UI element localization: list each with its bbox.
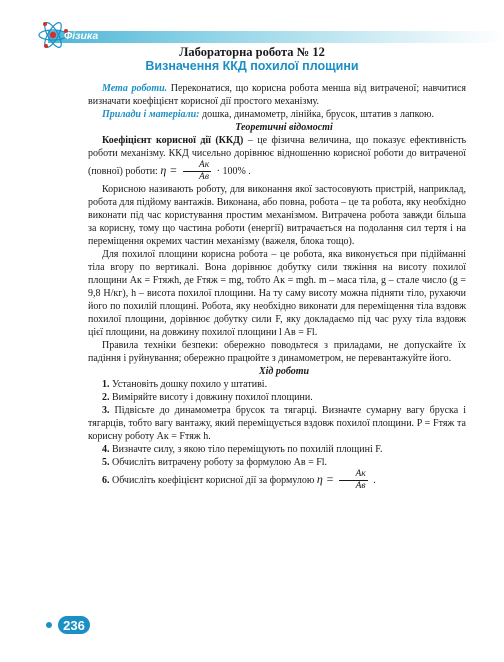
aim-label: Мета роботи. (102, 83, 168, 94)
inclined-plane-paragraph: Для похилої площини корисна робота – це робота, яка виконується при підійманні тіла вгору по вертикалі. Вона дорівнює добутку сили тяжіння на висоту похилої площини Aк = Fтяжh, де Fтяж = mg, тобто Aк = mgh. m – маса тіла, g – стале число (g = 9,8 Н/кг), h – висота похилої площини. На ту саму висоту можна підняти тіло, рухаючи його по похилій площині. Робота, яку необхідно виконати для переміщення тіла вздовж похилої площини, дорівнює добутку сили F, яку докладаємо під час руху тіла вздовж цієї площини, на довжину похилої площини l Aв = Fl. (88, 249, 466, 338)
header-band (48, 31, 504, 43)
step-number: 5. (102, 457, 110, 468)
fraction-numerator: Aк (183, 160, 211, 172)
step-number: 4. (102, 444, 110, 455)
step-number: 6. (102, 474, 110, 486)
materials-text: дошка, динамометр, лінійка, брусок, штатив з лапкою. (202, 109, 434, 120)
definition-paragraph (88, 134, 466, 183)
step-text: Обчисліть витрачену роботу за формулою Aв = Fl. (112, 457, 328, 468)
materials-paragraph (88, 108, 466, 121)
step-number: 3. (102, 405, 110, 416)
theory-heading: Теоретичні відомості (235, 122, 333, 133)
step-1 (88, 378, 466, 391)
formula-percent: · 100% . (216, 165, 251, 177)
step-5 (88, 456, 466, 469)
page-title: Лабораторна робота № 12 (179, 45, 325, 59)
step-text: Визначте силу, з якою тіло переміщують по похилій площині F. (112, 444, 383, 455)
useful-work-paragraph: Корисною називають роботу, для виконання якої застосовують пристрій, наприклад, робота для підйому вантажів. Виконана, або повна, робота – це та робота, яку необхідно виконати під час користування простим механізмом. Витрачена робота завжди більша за корисну, тому що частина роботи (енергії) витрачається на подолання сил тертя і на переміщення окремих частин механізму (важеля, блока тощо). (88, 184, 466, 247)
step-number: 1. (102, 379, 110, 390)
step-text: Підвісьте до динамометра брусок та тягарці. Визначте сумарну вагу бруска і тягарців, тобто вагу вантажу, який переміщується вздовж похилої площини. P = Fтяж та корисну роботу Aк = Fтяж h. (88, 405, 467, 442)
step6-fraction (339, 469, 367, 492)
step-number: 2. (102, 392, 110, 403)
step-text: Виміряйте висоту і довжину похилої площини. (112, 392, 313, 403)
procedure-steps (88, 378, 466, 492)
main-content (88, 82, 466, 492)
page-subtitle: Визначення ККД похилої площини (145, 59, 359, 73)
efficiency-formula-lhs: η = (160, 162, 178, 177)
definition-term: Коефіцієнт корисної дії (ККД) (102, 135, 244, 146)
fraction-denominator: Aв (355, 481, 366, 491)
step6-formula-lhs: η = (316, 471, 334, 486)
step6-end: . (373, 474, 376, 486)
materials-label: Прилади і матеріали: (102, 109, 200, 120)
aim-paragraph (88, 82, 466, 108)
step-text: Установіть дошку похило у штативі. (112, 379, 268, 390)
step-3 (88, 404, 466, 443)
efficiency-fraction (183, 160, 211, 183)
fraction-numerator: Aк (339, 469, 367, 481)
aim-text: Переконатися, що корисна робота менша від витраченої; навчитися визначати коефіцієнт корисної дії простого механізму. (88, 83, 466, 107)
page-number-dot (46, 622, 52, 628)
section-tag: Фізика (64, 30, 99, 42)
step-text: Обчисліть коефіцієнт корисної дії за формулою (112, 474, 315, 486)
definition-text: – це фізична величина, що показує ефективність роботи механізму. ККД чисельно дорівнює відношенню корисної роботи до витраченої (повної) роботи: (88, 135, 467, 177)
page-number: 236 (58, 616, 90, 634)
step-4 (88, 443, 466, 456)
step-2 (88, 391, 466, 404)
safety-paragraph: Правила техніки безпеки: обережно поводьтеся з приладами, не допускайте їх падіння і руйнування; обережно працюйте з динамометром, не перевантажуйте його. (88, 340, 466, 364)
step-6 (88, 469, 466, 492)
procedure-heading: Хід роботи (258, 366, 310, 377)
fraction-denominator: Aв (199, 172, 209, 182)
